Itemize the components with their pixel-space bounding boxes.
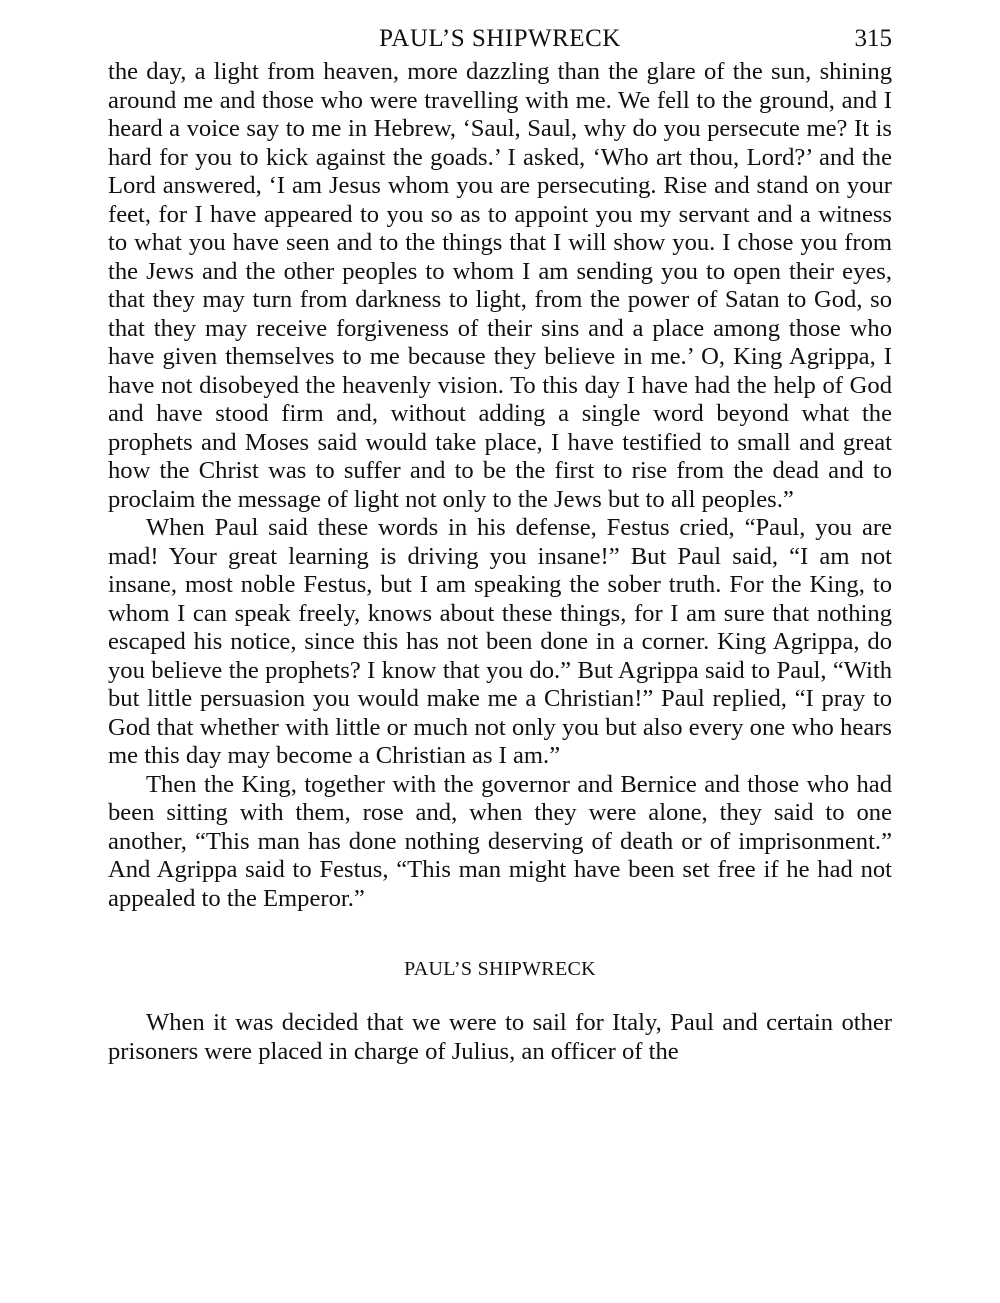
running-head xyxy=(108,22,892,58)
section-heading: PAUL’S SHIPWRECK xyxy=(404,958,596,980)
paragraph-continued: the day, a light from heaven, more dazzling than the glare of the sun, shining around me and those who were travelling with me. We fell to the ground, and I heard a voice say to me in Hebrew, ‘Saul, Saul, why do you persecute me? It is hard for you to kick against the goads.’ I asked, ‘Who art thou, Lord?’ and the Lord answered, ‘I am Jesus whom you are persecuting. Rise and stand on your feet, for I have appeared to you so as to appoint you my servant and a witness to what you have seen and to the things that I will show you. I chose you from the Jews and the other peoples to whom I am sending you to open their eyes, that they may turn from darkness to light, from the power of Satan to God, so that they may receive forgiveness of their sins and a place among those who have given themselves to me because they believe in me.’ O, King Agrippa, I have not disobeyed the heavenly vision. To this day I have had the help of God and have stood firm and, without adding a single word beyond what the prophets and Moses said would take place, I have testified to small and great how the Christ was to suffer and to be the first to rise from the dead and to proclaim the message of light not only to the Jews but to all peoples.” xyxy=(108,58,892,513)
section-body-text xyxy=(108,1009,892,1066)
page-number: 315 xyxy=(854,25,892,52)
book-page xyxy=(108,22,892,1066)
running-title: PAUL’S SHIPWRECK xyxy=(379,25,621,52)
paragraph-sail-for-italy: When it was decided that we were to sail for Italy, Paul and certain other prisoners were placed in charge of Julius, an officer of the xyxy=(108,1009,892,1065)
paragraph-festus: When Paul said these words in his defense, Festus cried, “Paul, you are mad! Your great learning is driving you insane!” But Paul said, “I am not insane, most noble Festus, but I am speaking the sober truth. For the King, to whom I can speak freely, knows about these things, for I am sure that nothing escaped his notice, since this has not been done in a corner. King Agrippa, do you believe the prophets? I know that you do.” But Agrippa said to Paul, “With but little persuasion you would make me a Christian!” Paul replied, “I pray to God that whether with little or much not only you but also every one who hears me this day may become a Christian as I am.” xyxy=(108,514,892,769)
paragraph-king: Then the King, together with the governor and Bernice and those who had been sitting with them, rose and, when they were alone, they said to one another, “This man has done nothing deserving of death or of imprisonment.” And Agrippa said to Festus, “This man might have been set free if he had not appealed to the Emperor.” xyxy=(108,770,892,912)
body-text xyxy=(108,58,892,913)
